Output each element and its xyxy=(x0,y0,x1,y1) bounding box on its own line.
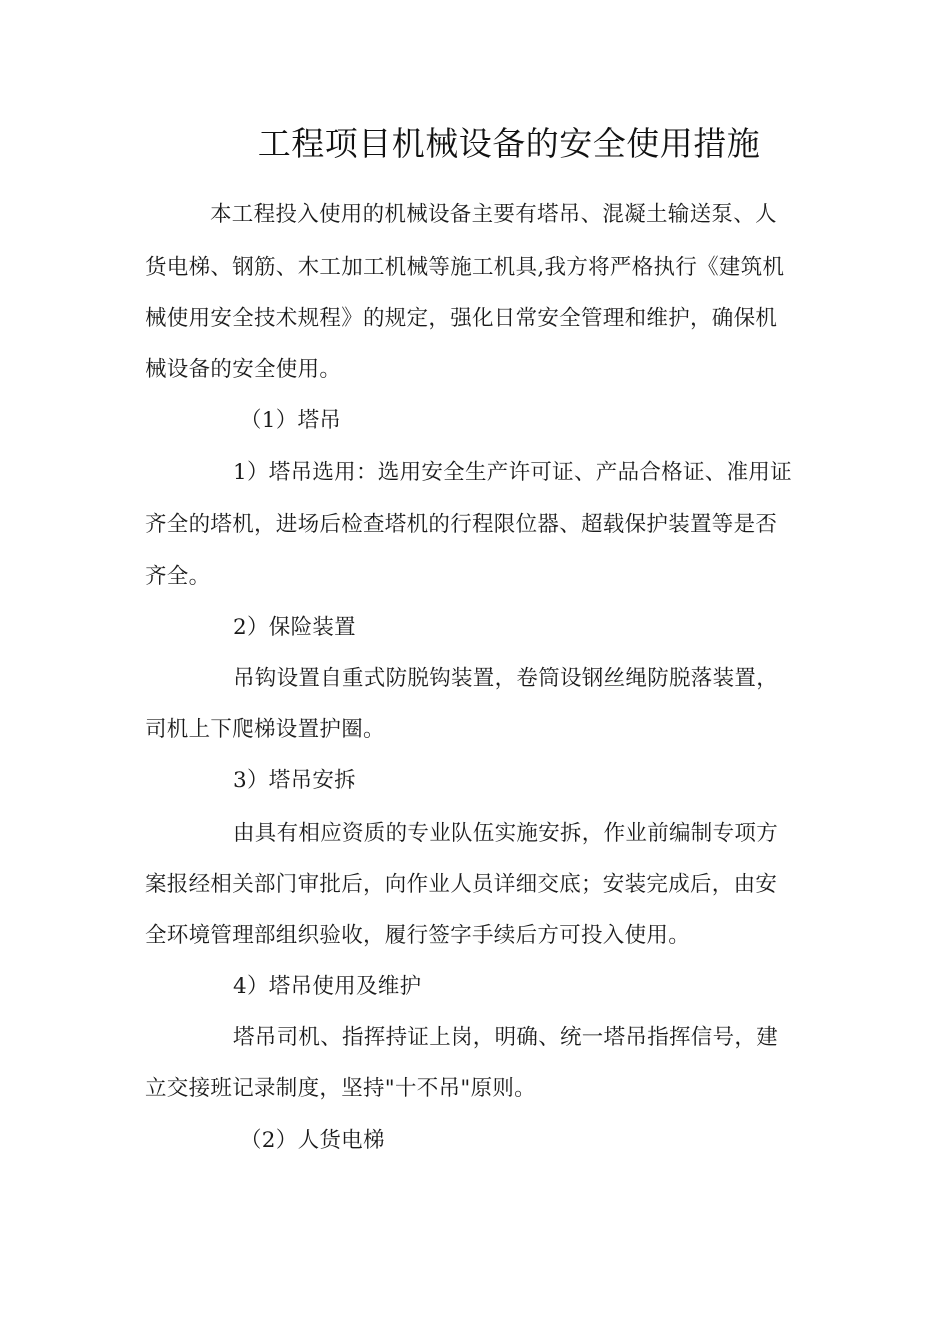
paragraph-line: 货电梯、钢筋、木工加工机械等施工机具,我方将严格执行《建筑机 xyxy=(145,255,785,280)
section-heading: （2）人货电梯 xyxy=(240,1128,385,1153)
subsection-heading: 3）塔吊安拆 xyxy=(233,768,356,793)
document-title: 工程项目机械设备的安全使用措施 xyxy=(257,124,761,163)
subsection-heading: 2）保险装置 xyxy=(233,615,356,640)
paragraph-line: 械使用安全技术规程》的规定，强化日常安全管理和维护，确保机 xyxy=(145,306,778,331)
paragraph-line: 本工程投入使用的机械设备主要有塔吊、混凝土输送泵、人 xyxy=(210,202,777,227)
paragraph-line: 齐全。 xyxy=(145,564,211,589)
section-heading: （1）塔吊 xyxy=(240,408,342,433)
paragraph-line: 1）塔吊选用：选用安全生产许可证、产品合格证、准用证 xyxy=(233,460,792,485)
paragraph-line: 立交接班记录制度，坚持"十不吊"原则。 xyxy=(145,1076,536,1101)
paragraph-line: 械设备的安全使用。 xyxy=(145,357,342,382)
paragraph-line: 全环境管理部组织验收，履行签字手续后方可投入使用。 xyxy=(145,923,691,948)
subsection-heading: 4）塔吊使用及维护 xyxy=(233,974,422,999)
paragraph-line: 塔吊司机、指挥持证上岗，明确、统一塔吊指挥信号，建 xyxy=(233,1025,779,1050)
paragraph-line: 由具有相应资质的专业队伍实施安拆，作业前编制专项方 xyxy=(233,821,779,846)
paragraph-line: 吊钩设置自重式防脱钩装置，卷筒设钢丝绳防脱落装置， xyxy=(233,666,779,691)
paragraph-line: 司机上下爬梯设置护圈。 xyxy=(145,717,385,742)
paragraph-line: 案报经相关部门审批后，向作业人员详细交底；安装完成后，由安 xyxy=(145,872,778,897)
paragraph-line: 齐全的塔机，进场后检查塔机的行程限位器、超载保护装置等是否 xyxy=(145,512,778,537)
